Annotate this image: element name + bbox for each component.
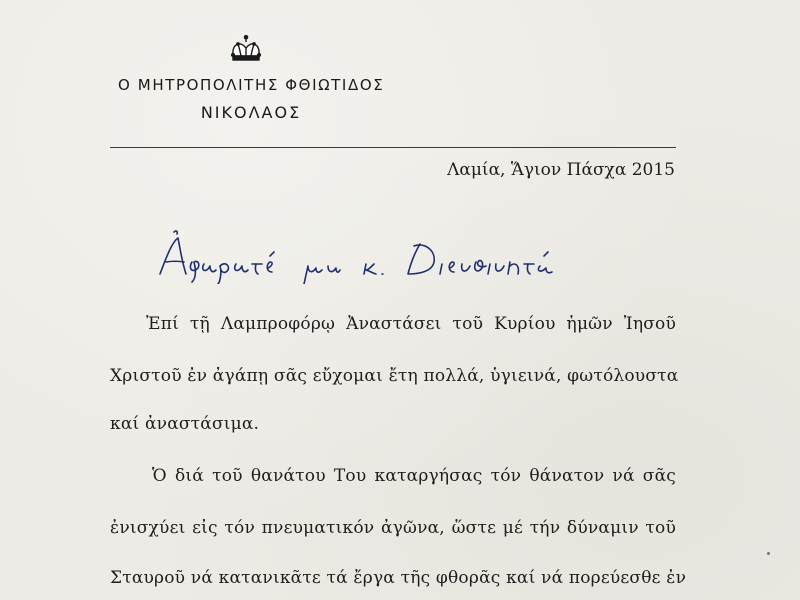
paragraph-1-line-3: καί ἀναστάσιμα. [110,414,260,434]
sender-name: ΝΙΚΟΛΑΟΣ [200,103,302,122]
paragraph-2-line-3: Σταυροῦ νά κατανικᾶτε τά ἔργα τῆς φθορᾶς καί νά πορεύεσθε ἐν [110,568,687,588]
paragraph-2-line-1: Ὁ διά τοῦ θανάτου Του καταργήσας τόν θάνατον νά σᾶς [152,466,676,486]
paper-speck [767,552,770,555]
crown-icon [229,34,263,64]
handwritten-salutation [152,228,572,284]
sender-title: Ο ΜΗΤΡΟΠΟΛΙΤΗΣ ΦΘΙΩΤΙΔΟΣ [118,76,385,94]
letterhead-divider [110,147,676,148]
paragraph-2-line-2: ἐνισχύει εἰς τόν πνευματικόν ἀγῶνα, ὥστε μέ τήν δύναμιν τοῦ [110,518,676,538]
paragraph-1-line-2: Χριστοῦ ἐν ἀγάπῃ σᾶς εὔχομαι ἔτη πολλά, ὑγιεινά, φωτόλουστα [110,366,679,386]
paragraph-1-line-1: Ἐπί τῇ Λαμπροφόρῳ Ἀναστάσει τοῦ Κυρίου ἡμῶν Ἰησοῦ [146,314,676,334]
dateline: Λαμία, Ἅγιον Πάσχα 2015 [447,160,675,180]
